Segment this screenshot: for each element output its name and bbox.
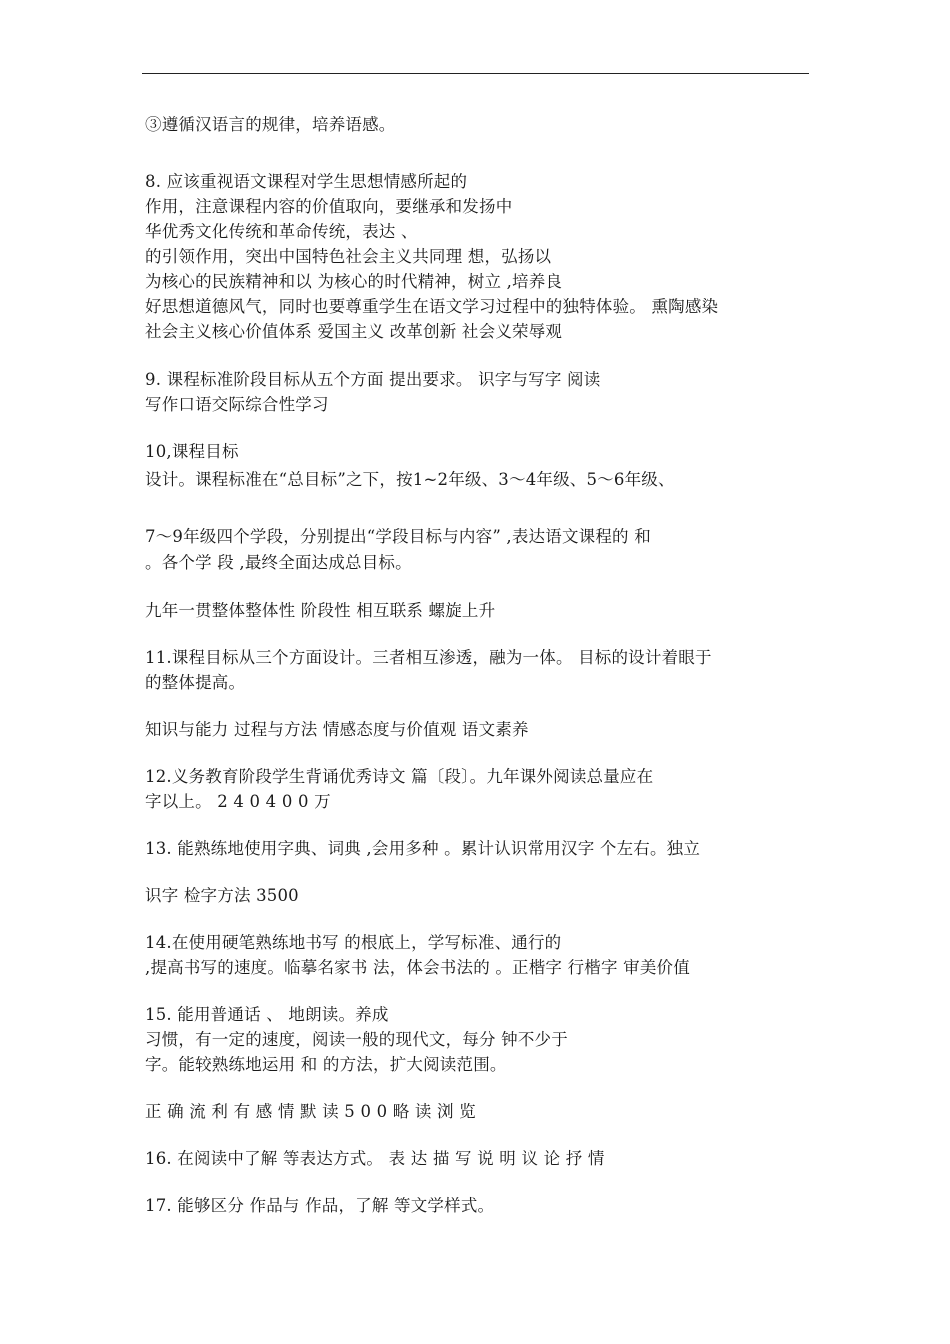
text-line: 写作口语交际综合性学习 [145, 395, 329, 414]
text-line: 15. 能用普通话 、 地朗读。养成 [145, 1005, 389, 1024]
text-line: 9. 课程标准阶段目标从五个方面 提出要求。 识字与写字 阅读 [145, 370, 601, 389]
text-line: 为核心的民族精神和以 为核心的时代精神，树立 ,培养良 [145, 272, 563, 291]
text-line: 正 确 流 利 有 感 情 默 读 5 0 0 略 读 浏 览 [145, 1102, 476, 1121]
text-line: 8. 应该重视语文课程对学生思想情感所起的 [145, 172, 468, 191]
text-line: 12.义务教育阶段学生背诵优秀诗文 篇〔段〕。九年课外阅读总量应在 [145, 767, 654, 786]
text-line: 设计。课程标准在“总目标”之下，按1~2年级、3～4年级、5～6年级、 [145, 470, 675, 489]
text-line: 7～9年级四个学段，分别提出“学段目标与内容” ,表达语文课程的 和 [145, 527, 651, 546]
text-line: 知识与能力 过程与方法 情感态度与价值观 语文素养 [145, 720, 529, 739]
text-line: 的整体提高。 [145, 673, 246, 692]
text-line: 16. 在阅读中了解 等表达方式。 表 达 描 写 说 明 议 论 抒 情 [145, 1149, 605, 1168]
text-line: 社会主义核心价值体系 爱国主义 改革创新 社会义荣辱观 [145, 322, 563, 341]
text-line: 华优秀文化传统和革命传统，表达 、 [145, 222, 418, 241]
text-line: 14.在使用硬笔熟练地书写 的根底上，学写标准、通行的 [145, 933, 562, 952]
text-line: 好思想道德风气，同时也要尊重学生在语文学习过程中的独特体验。 熏陶感染 [145, 297, 719, 316]
text-line: 。各个学 段 ,最终全面达成总目标。 [145, 553, 412, 572]
text-line: ,提高书写的速度。临摹名家书 法，体会书法的 。正楷字 行楷字 审美价值 [145, 958, 690, 977]
text-line: 13. 能熟练地使用字典、词典 ,会用多种 。累计认识常用汉字 个左右。独立 [145, 839, 701, 858]
text-line: 17. 能够区分 作品与 作品，了解 等文学样式。 [145, 1196, 495, 1215]
header-rule [142, 73, 809, 74]
text-line: 九年一贯整体整体性 阶段性 相互联系 螺旋上升 [145, 601, 496, 620]
text-line: 识字 检字方法 3500 [145, 886, 299, 905]
text-line: 作用，注意课程内容的价值取向，要继承和发扬中 [145, 197, 513, 216]
text-line: 字以上。 2 4 0 4 0 0 万 [145, 792, 331, 811]
text-line: 字。能较熟练地运用 和 的方法，扩大阅读范围。 [145, 1055, 507, 1074]
text-line: 的引领作用，突出中国特色社会主义共同理 想，弘扬以 [145, 247, 552, 266]
text-line: 10,课程目标 [145, 442, 239, 461]
text-line: 11.课程目标从三个方面设计。三者相互渗透，融为一体。 目标的设计着眼于 [145, 648, 712, 667]
text-line: 习惯，有一定的速度，阅读一般的现代文，每分 钟不少于 [145, 1030, 568, 1049]
text-line: ③遵循汉语言的规律，培养语感。 [145, 115, 396, 134]
